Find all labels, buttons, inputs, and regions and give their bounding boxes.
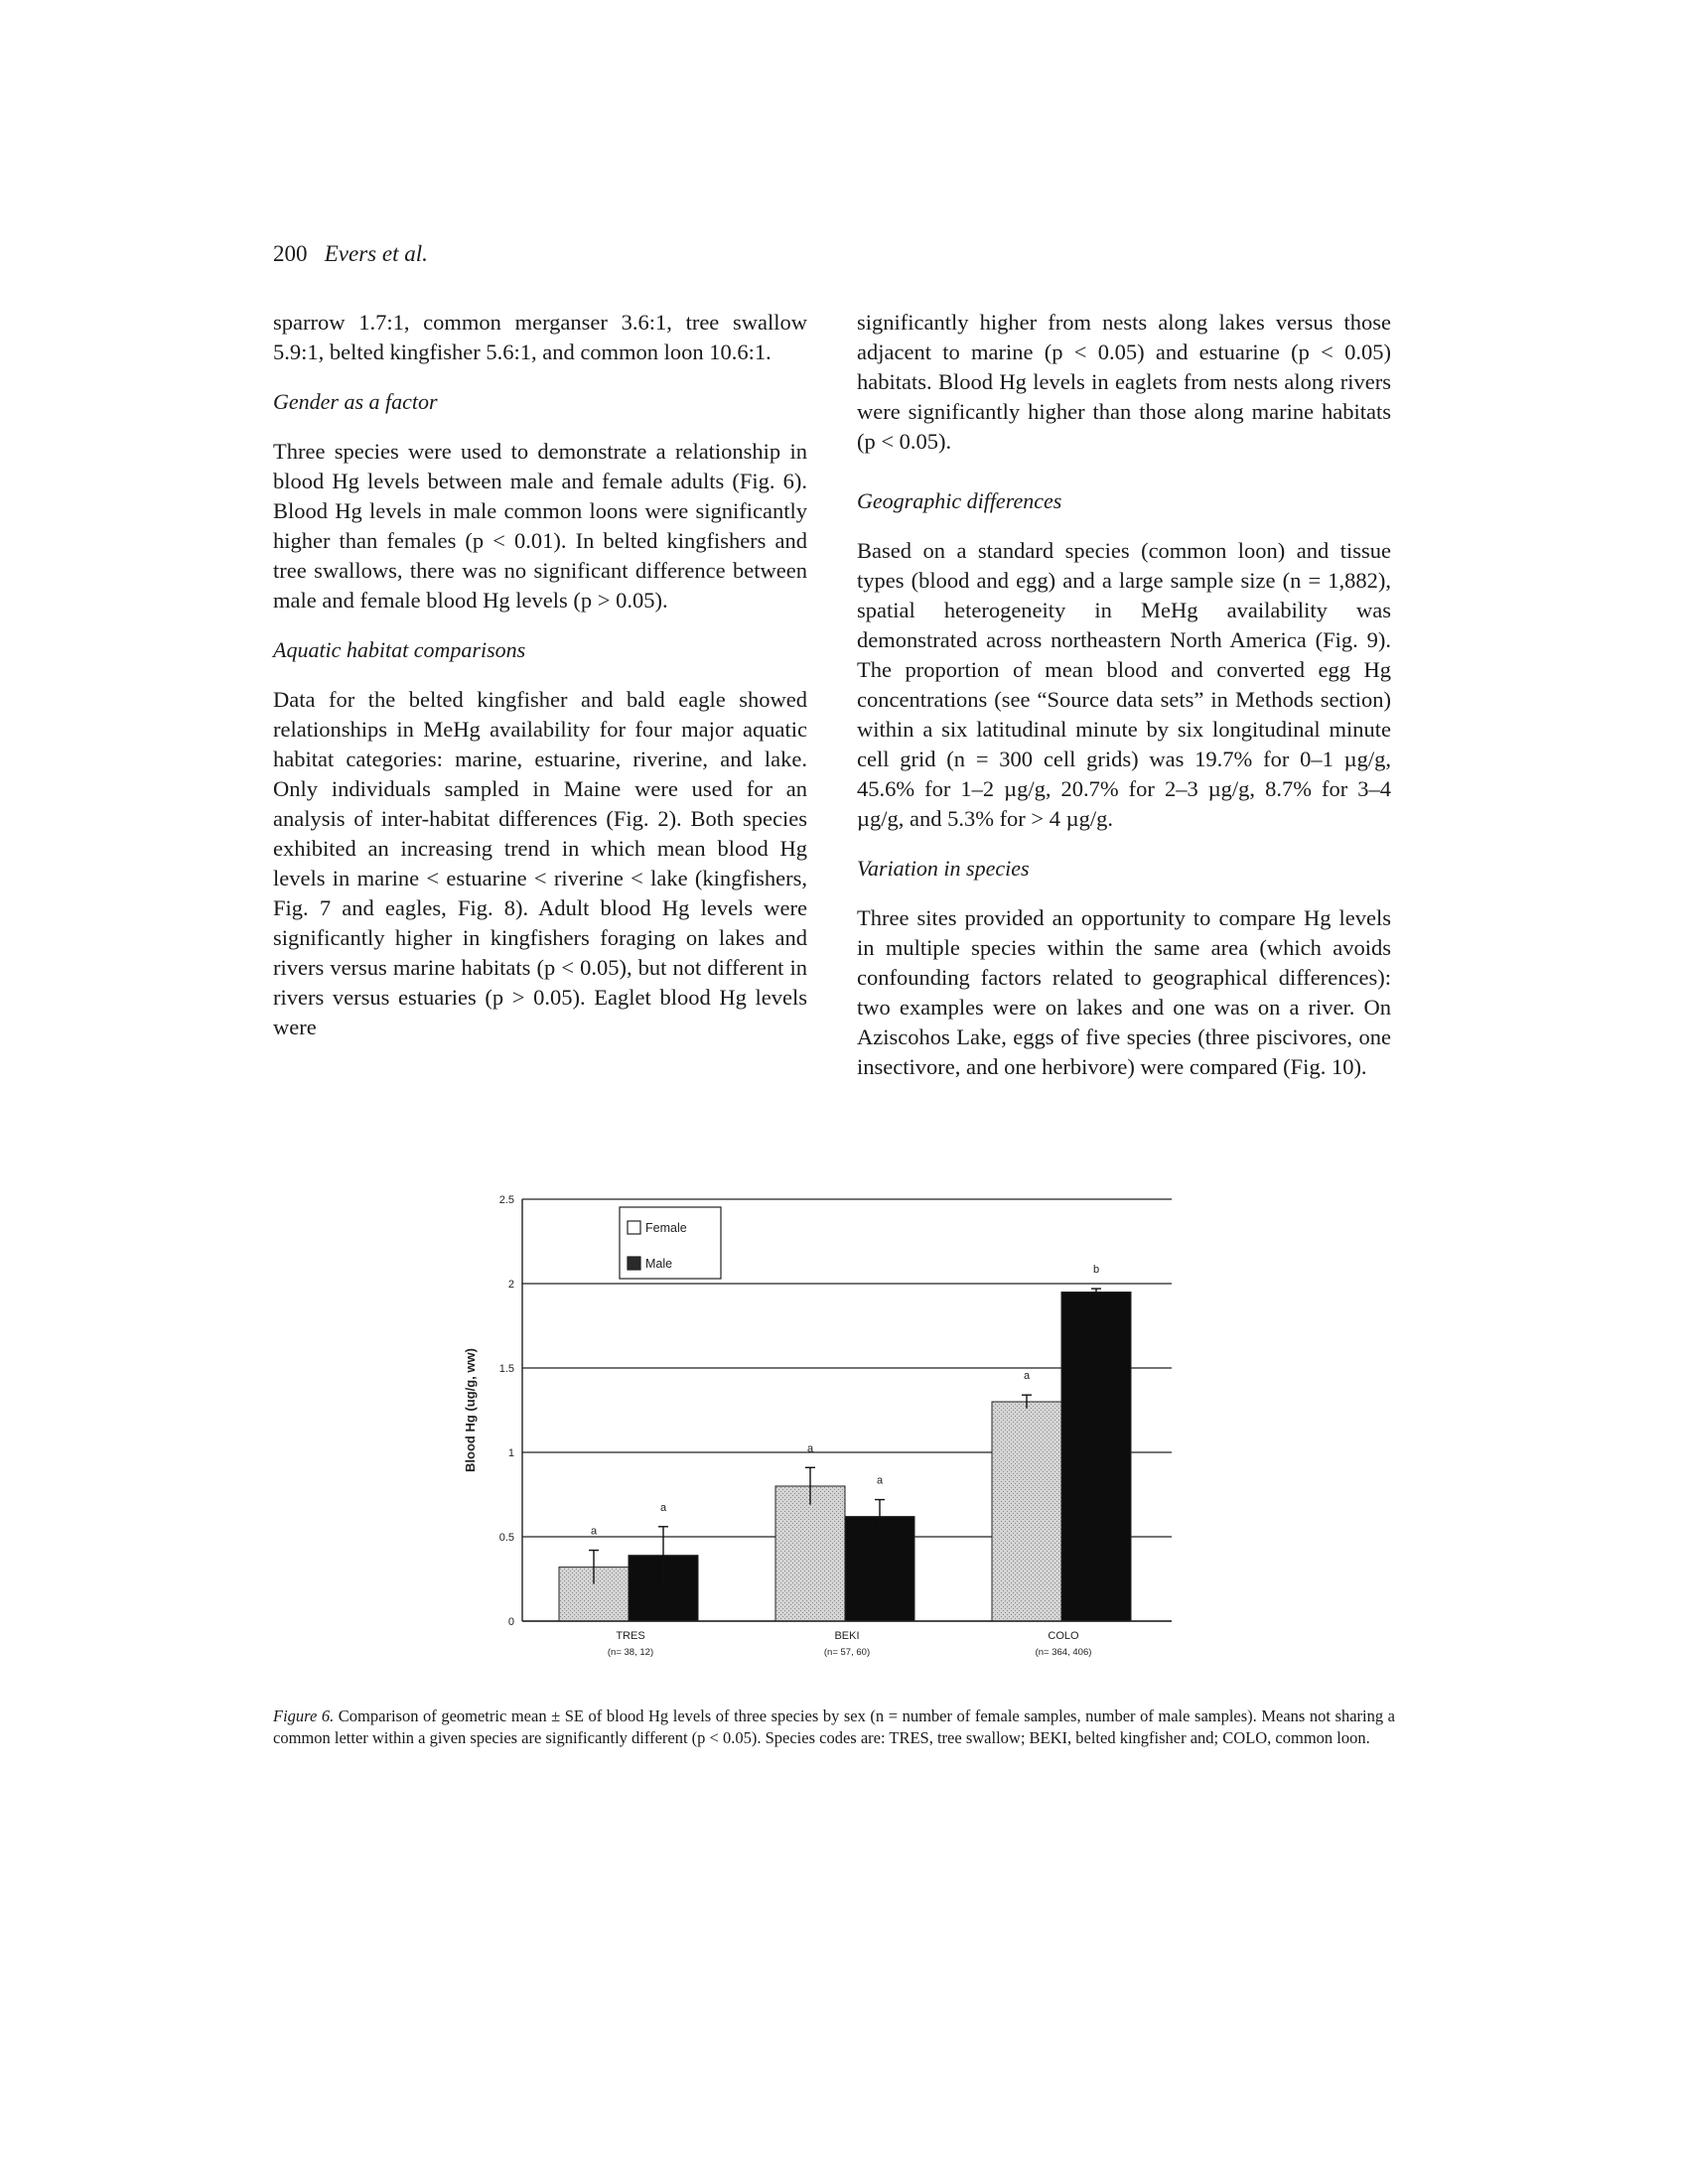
- legend-label-male: Male: [645, 1257, 673, 1271]
- significance-letter: a: [659, 1501, 667, 1514]
- significance-letter: b: [1092, 1264, 1100, 1277]
- page-header: [273, 241, 428, 267]
- caption-text: Comparison of geometric mean ± SE of blood Hg levels of three species by sex (n = number of female samples, number of male samples). Means not sharing a common letter within a given species are significantly different (p < 0.05). Species codes are: TRES, tree swallow; BEKI, belted kingfisher and; COLO, common loon.: [273, 1706, 1396, 1747]
- paragraph-eaglets: significantly higher from nests along lakes versus those adjacent to marine (p < 0.05) and estuarine (p < 0.05) habitats. Blood Hg levels in eaglets from nests along rivers were significantly higher than those along marine habitats (p < 0.05).: [857, 310, 1391, 454]
- y-axis-title: Blood Hg (ug/g, ww): [463, 1348, 478, 1472]
- right-column: [857, 308, 1391, 1082]
- x-tick-label: BEKI: [834, 1630, 860, 1642]
- x-tick-sublabel: (n= 57, 60): [823, 1647, 871, 1658]
- paragraph-ratios: sparrow 1.7:1, common merganser 3.6:1, tree swallow 5.9:1, belted kingfisher 5.6:1, and common loon 10.6:1.: [273, 310, 807, 364]
- y-tick-label: 2.5: [498, 1194, 514, 1206]
- significance-letter: a: [590, 1525, 598, 1538]
- x-tick-sublabel: (n= 364, 406): [1035, 1647, 1092, 1658]
- bar-male-colo: [1061, 1293, 1131, 1622]
- paragraph-geographic: Based on a standard species (common loon) and tissue types (blood and egg) and a large sample size (n = 1,882), spatial heterogeneity in MeHg availability was demonstrated across northeastern North America (Fig. 9). The proportion of mean blood and converted egg Hg concentrations (see “Source data sets” in Methods section) within a six latitudinal minute by six longitudinal minute cell grid (n = 300 cell grids) was 19.7% for 0–1 µg/g, 45.6% for 1–2 µg/g, 20.7% for 2–3 µg/g, 8.7% for 3–4 µg/g, and 5.3% for > 4 µg/g.: [857, 538, 1391, 831]
- paragraph-aquatic-habitat: Data for the belted kingfisher and bald eagle showed relationships in MeHg availability for four major aquatic habitat categories: marine, estuarine, riverine, and lake. Only individuals sampled in Maine were used for an analysis of inter-habitat differences (Fig. 2). Both species exhibited an increasing trend in which mean blood Hg levels in marine < estuarine < riverine < lake (kingfishers, Fig. 7 and eagles, Fig. 8). Adult blood Hg levels were significantly higher in kingfishers foraging on lakes and rivers versus marine habitats (p < 0.05), but not different in rivers versus estuaries (p > 0.05). Eaglet blood Hg levels were: [273, 687, 807, 1039]
- caption-label: Figure 6.: [273, 1706, 335, 1725]
- left-column: [273, 308, 807, 1042]
- paragraph-variation-species: Three sites provided an opportunity to compare Hg levels in multiple species within the same area (which avoids confounding factors related to geographical differences): two examples were on lakes and one was on a river. On Aziscohos Lake, eggs of five species (three piscivores, one insectivore, and one herbivore) were compared (Fig. 10).: [857, 905, 1391, 1079]
- figure-6-chart: [457, 1191, 1684, 1678]
- y-tick-label: 2: [507, 1279, 514, 1291]
- significance-letter: a: [876, 1474, 884, 1487]
- running-authors: Evers et al.: [324, 241, 428, 266]
- y-tick-label: 0: [507, 1616, 514, 1628]
- x-tick-label: TRES: [616, 1630, 645, 1642]
- page-number: 200: [273, 241, 308, 266]
- bar-chart: [457, 1191, 1211, 1678]
- y-tick-label: 1.5: [498, 1363, 514, 1375]
- bar-female-colo: [992, 1402, 1061, 1621]
- heading-geographic: Geographic differences: [857, 488, 1062, 513]
- legend-swatch-female: [628, 1221, 640, 1234]
- legend-swatch-male: [628, 1257, 640, 1270]
- y-tick-label: 0.5: [498, 1532, 514, 1544]
- y-tick-label: 1: [507, 1447, 514, 1459]
- legend-label-female: Female: [645, 1221, 687, 1235]
- significance-letter: a: [806, 1442, 814, 1455]
- x-tick-sublabel: (n= 38, 12): [607, 1647, 654, 1658]
- heading-gender: Gender as a factor: [273, 389, 438, 414]
- x-tick-label: COLO: [1048, 1630, 1079, 1642]
- significance-letter: a: [1023, 1370, 1031, 1383]
- heading-aquatic-habitat: Aquatic habitat comparisons: [273, 637, 526, 662]
- paragraph-gender: Three species were used to demonstrate a relationship in blood Hg levels between male and female adults (Fig. 6). Blood Hg levels in male common loons were significantly higher than females (p < 0.01). In belted kingfishers and tree swallows, there was no significant difference between male and female blood Hg levels (p > 0.05).: [273, 439, 807, 613]
- heading-variation-species: Variation in species: [857, 856, 1030, 881]
- figure-caption: [273, 1706, 1395, 1749]
- bar-female-beki: [775, 1486, 845, 1621]
